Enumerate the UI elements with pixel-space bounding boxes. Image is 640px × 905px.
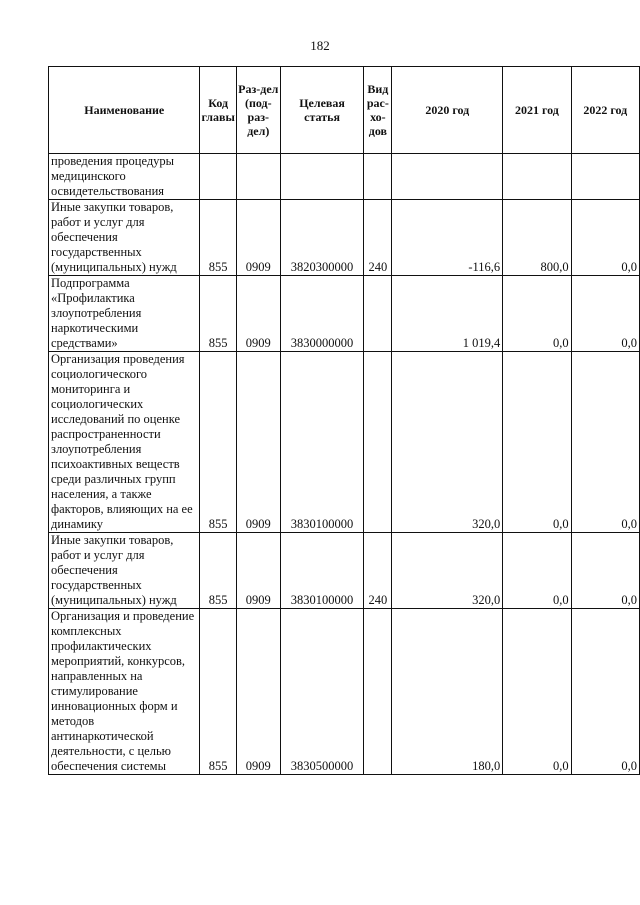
table-row — [49, 276, 640, 352]
row-target: 3820300000 — [280, 200, 364, 276]
row-type — [364, 276, 392, 352]
header-target: Целевая статья — [280, 67, 364, 154]
row-name: Организация проведения социологического мониторинга и социологических исследований по оценке распространенности злоупотребления психоактивных веществ среди различных групп населения, а также факторов, влияющих на ее динамику — [49, 352, 200, 533]
row-section — [236, 154, 280, 200]
table-row — [49, 609, 640, 775]
row-2020 — [392, 154, 503, 200]
row-2021: 0,0 — [503, 276, 571, 352]
row-2022: 0,0 — [571, 200, 639, 276]
row-code: 855 — [200, 352, 236, 533]
row-2022: 0,0 — [571, 276, 639, 352]
table-row — [49, 200, 640, 276]
header-2022: 2022 год — [571, 67, 639, 154]
row-2022: 0,0 — [571, 609, 639, 775]
header-section: Раз-дел (под-раз-дел) — [236, 67, 280, 154]
row-target: 3830100000 — [280, 352, 364, 533]
budget-table — [48, 66, 640, 775]
row-2021: 0,0 — [503, 352, 571, 533]
page-number: 182 — [310, 38, 330, 53]
row-2022: 0,0 — [571, 533, 639, 609]
row-target: 3830100000 — [280, 533, 364, 609]
row-2020: 1 019,4 — [392, 276, 503, 352]
row-target — [280, 154, 364, 200]
table-row — [49, 533, 640, 609]
row-name: Иные закупки товаров, работ и услуг для обеспечения государственных (муниципальных) нужд — [49, 200, 200, 276]
row-section: 0909 — [236, 276, 280, 352]
table-row — [49, 352, 640, 533]
row-code: 855 — [200, 609, 236, 775]
row-2020: -116,6 — [392, 200, 503, 276]
row-2020: 320,0 — [392, 352, 503, 533]
row-code: 855 — [200, 533, 236, 609]
row-name: Иные закупки товаров, работ и услуг для обеспечения государственных (муниципальных) нужд — [49, 533, 200, 609]
row-section: 0909 — [236, 533, 280, 609]
row-code: 855 — [200, 200, 236, 276]
row-2021: 0,0 — [503, 533, 571, 609]
row-2022: 0,0 — [571, 352, 639, 533]
row-name: проведения процедуры медицинского освидетельствования — [49, 154, 200, 200]
row-target: 3830000000 — [280, 276, 364, 352]
row-type — [364, 609, 392, 775]
row-type: 240 — [364, 200, 392, 276]
header-type: Вид рас-хо-дов — [364, 67, 392, 154]
header-2020: 2020 год — [392, 67, 503, 154]
row-2021 — [503, 154, 571, 200]
row-2021: 0,0 — [503, 609, 571, 775]
row-2020: 180,0 — [392, 609, 503, 775]
header-code: Код главы — [200, 67, 236, 154]
header-name: Наименование — [49, 67, 200, 154]
header-row — [49, 67, 640, 154]
row-type — [364, 154, 392, 200]
row-2022 — [571, 154, 639, 200]
row-target: 3830500000 — [280, 609, 364, 775]
row-section: 0909 — [236, 352, 280, 533]
row-2021: 800,0 — [503, 200, 571, 276]
row-code — [200, 154, 236, 200]
row-type: 240 — [364, 533, 392, 609]
header-2021: 2021 год — [503, 67, 571, 154]
row-name: Подпрограмма «Профилактика злоупотребления наркотическими средствами» — [49, 276, 200, 352]
row-2020: 320,0 — [392, 533, 503, 609]
row-code: 855 — [200, 276, 236, 352]
table-row — [49, 154, 640, 200]
row-section: 0909 — [236, 609, 280, 775]
row-name: Организация и проведение комплексных профилактических мероприятий, конкурсов, направленных на стимулирование инновационных форм и методов антинаркотической деятельности, с целью обеспечения системы — [49, 609, 200, 775]
row-section: 0909 — [236, 200, 280, 276]
row-type — [364, 352, 392, 533]
